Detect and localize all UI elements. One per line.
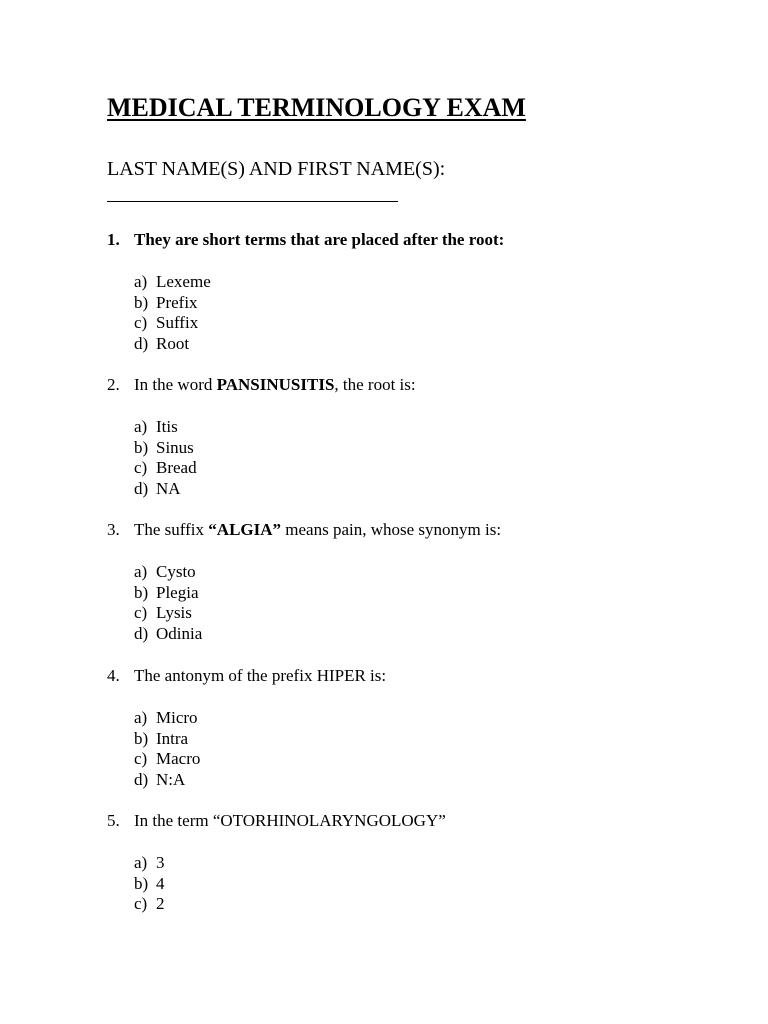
option-text: Prefix bbox=[156, 292, 198, 312]
answer-option bbox=[134, 708, 667, 729]
answer-option bbox=[134, 874, 667, 895]
option-text: N:A bbox=[156, 770, 186, 790]
question-text bbox=[134, 520, 501, 540]
question-text bbox=[134, 375, 416, 395]
question-number: 1. bbox=[107, 230, 120, 249]
question-text: The antonym of the prefix HIPER is: bbox=[134, 666, 387, 685]
question-text: In the term “OTORHINOLARYNGOLOGY” bbox=[134, 811, 446, 830]
question-text-start: In the word bbox=[134, 375, 217, 394]
option-letter: c) bbox=[134, 313, 148, 333]
answer-option bbox=[134, 624, 667, 645]
option-letter: c) bbox=[134, 458, 148, 478]
option-text: Lexeme bbox=[156, 272, 211, 291]
question-1 bbox=[107, 230, 667, 355]
option-text: Plegia bbox=[156, 582, 199, 602]
answer-option bbox=[134, 438, 667, 459]
answer-option bbox=[134, 853, 667, 874]
option-text: Macro bbox=[156, 749, 201, 769]
answer-option bbox=[134, 894, 667, 915]
answer-option bbox=[134, 603, 667, 624]
answer-option bbox=[134, 729, 667, 750]
option-letter: c) bbox=[134, 894, 148, 914]
option-text: Itis bbox=[156, 417, 178, 436]
option-letter: c) bbox=[134, 749, 148, 769]
option-letter: a) bbox=[134, 417, 148, 436]
question-number: 5. bbox=[107, 811, 120, 830]
question-text-end: means pain, whose synonym is: bbox=[281, 520, 502, 539]
page-title: MEDICAL TERMINOLOGY EXAM bbox=[107, 93, 526, 122]
question-2 bbox=[107, 375, 667, 500]
answer-options bbox=[134, 562, 667, 645]
name-field-line bbox=[107, 201, 398, 202]
answer-option bbox=[134, 770, 667, 791]
question-3 bbox=[107, 520, 667, 645]
question-1-prompt bbox=[107, 230, 667, 250]
answer-options bbox=[134, 853, 667, 915]
option-letter: a) bbox=[134, 562, 148, 581]
answer-option bbox=[134, 562, 667, 583]
answer-options bbox=[134, 417, 667, 500]
answer-option bbox=[134, 458, 667, 479]
option-text: 4 bbox=[156, 873, 165, 893]
option-letter: b) bbox=[134, 292, 149, 312]
question-text-end: , the root is: bbox=[334, 375, 416, 394]
option-letter: d) bbox=[134, 479, 149, 499]
answer-option bbox=[134, 749, 667, 770]
question-key-term: PANSINUSITIS bbox=[216, 375, 335, 394]
question-2-prompt bbox=[107, 375, 667, 395]
option-text: Suffix bbox=[156, 313, 199, 333]
option-text: NA bbox=[156, 479, 181, 499]
answer-option bbox=[134, 583, 667, 604]
answer-option bbox=[134, 313, 667, 334]
option-letter: b) bbox=[134, 582, 149, 602]
option-text: Micro bbox=[156, 708, 198, 727]
option-letter: a) bbox=[134, 708, 148, 727]
option-text: Odinia bbox=[156, 624, 203, 644]
answer-option bbox=[134, 417, 667, 438]
option-letter: d) bbox=[134, 770, 149, 790]
option-text: Intra bbox=[156, 728, 189, 748]
option-letter: b) bbox=[134, 873, 149, 893]
option-text: Bread bbox=[156, 458, 197, 478]
option-text: Sinus bbox=[156, 437, 194, 457]
option-letter: c) bbox=[134, 603, 148, 623]
question-5 bbox=[107, 811, 667, 915]
option-text: Cysto bbox=[156, 562, 196, 581]
answer-options bbox=[134, 708, 667, 791]
answer-option bbox=[134, 293, 667, 314]
question-text: They are short terms that are placed after the root: bbox=[134, 230, 505, 249]
answer-option bbox=[134, 272, 667, 293]
question-4 bbox=[107, 666, 667, 791]
option-text: Root bbox=[156, 334, 190, 354]
option-text: 3 bbox=[156, 853, 165, 872]
option-letter: d) bbox=[134, 334, 149, 354]
option-letter: a) bbox=[134, 272, 148, 291]
question-4-prompt bbox=[107, 666, 667, 686]
option-letter: b) bbox=[134, 437, 149, 457]
question-key-term: “ALGIA” bbox=[208, 520, 282, 539]
option-text: Lysis bbox=[156, 603, 192, 623]
question-3-prompt bbox=[107, 520, 667, 540]
option-letter: a) bbox=[134, 853, 148, 872]
option-letter: b) bbox=[134, 728, 149, 748]
question-text-start: The suffix bbox=[134, 520, 209, 539]
option-letter: d) bbox=[134, 624, 149, 644]
question-5-prompt bbox=[107, 811, 667, 831]
question-number: 4. bbox=[107, 666, 120, 685]
question-number: 2. bbox=[107, 375, 120, 394]
answer-option bbox=[134, 479, 667, 500]
answer-option bbox=[134, 334, 667, 355]
option-text: 2 bbox=[156, 894, 165, 914]
question-number: 3. bbox=[107, 520, 120, 539]
name-field-label: LAST NAME(S) AND FIRST NAME(S): bbox=[107, 158, 446, 180]
answer-options bbox=[134, 272, 667, 355]
